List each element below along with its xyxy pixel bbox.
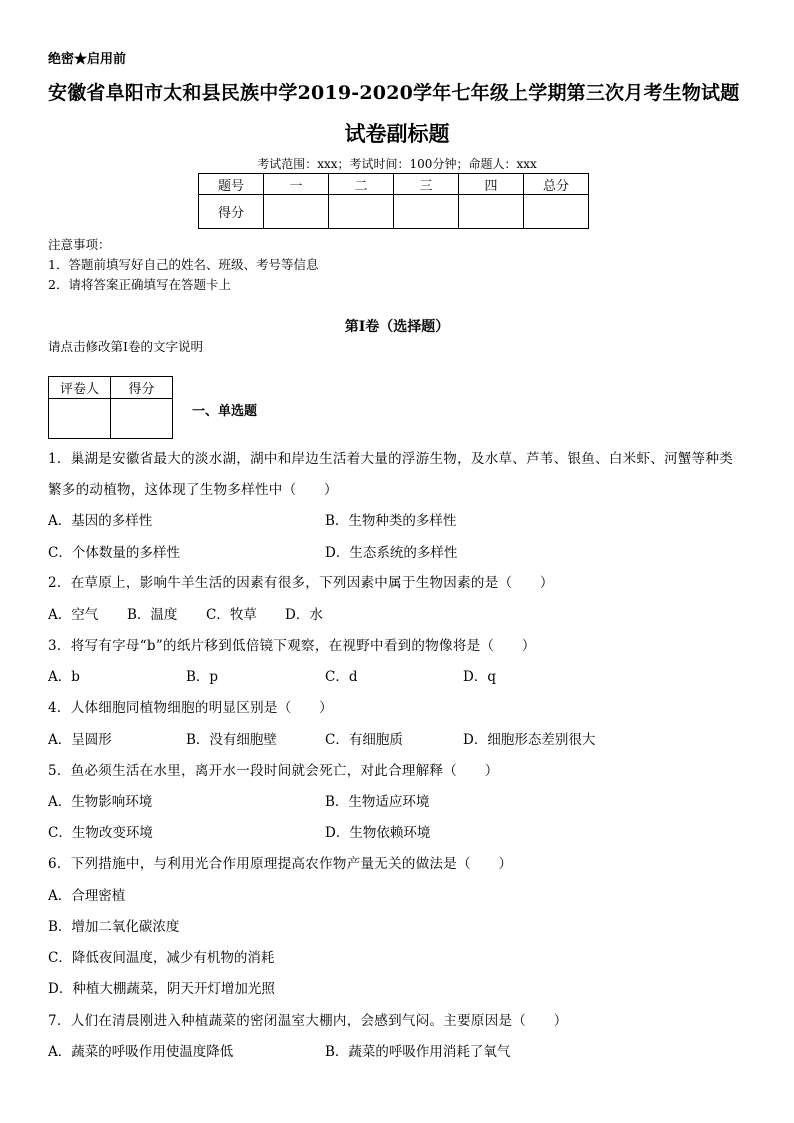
q6-option-c[interactable]: C．降低夜间温度，减少有机物的消耗: [48, 950, 275, 966]
q4-option-a[interactable]: A．呈圆形: [48, 732, 112, 748]
reviewer-score-header: 得分: [111, 377, 173, 399]
score-header-cell: 三: [394, 174, 459, 195]
question-7: 7．人们在清晨刚进入种植蔬菜的密闭温室大棚内，会感到气闷。主要原因是（ ）: [48, 1013, 568, 1029]
score-cell[interactable]: [459, 195, 524, 229]
q2-option-c[interactable]: C．牧草: [206, 607, 257, 623]
q2-option-a[interactable]: A．空气: [48, 607, 99, 623]
part-title: 一、单选题: [192, 404, 258, 419]
score-cell[interactable]: [394, 195, 459, 229]
q5-option-b[interactable]: B．生物适应环境: [325, 794, 430, 810]
score-header-cell: 四: [459, 174, 524, 195]
reviewer-header: 评卷人: [49, 377, 111, 399]
score-header-cell: 题号: [199, 174, 264, 195]
question-1-line-1: 1．巢湖是安徽省最大的淡水湖，湖中和岸边生活着大量的浮游生物，及水草、芦苇、银鱼、白米虾、河蟹等种类: [48, 451, 734, 467]
question-2: 2．在草原上，影响牛羊生活的因素有很多，下列因素中属于生物因素的是（ ）: [48, 575, 554, 591]
score-table: [198, 173, 589, 229]
section-title: 第I卷（选择题）: [344, 319, 450, 335]
q1-option-a[interactable]: A．基因的多样性: [48, 513, 153, 529]
q1-option-d[interactable]: D．生态系统的多样性: [325, 545, 458, 561]
q1-option-b[interactable]: B．生物种类的多样性: [325, 513, 457, 529]
q3-option-a[interactable]: A．b: [48, 669, 80, 685]
q6-option-d[interactable]: D．种植大棚蔬菜，阴天开灯增加光照: [48, 981, 275, 997]
q3-option-d[interactable]: D．q: [463, 669, 496, 685]
notice-item: 2．请将答案正确填写在答题卡上: [48, 277, 231, 292]
question-3: 3．将写有字母“b”的纸片移到低倍镜下观察，在视野中看到的物像将是（ ）: [48, 638, 536, 654]
q7-option-b[interactable]: B．蔬菜的呼吸作用消耗了氧气: [325, 1044, 511, 1060]
q3-option-c[interactable]: C．d: [325, 669, 358, 685]
score-cell[interactable]: [329, 195, 394, 229]
score-header-cell: 总分: [524, 174, 589, 195]
q2-option-b[interactable]: B．温度: [127, 607, 178, 623]
question-4: 4．人体细胞同植物细胞的明显区别是（ ）: [48, 700, 333, 716]
q4-option-d[interactable]: D．细胞形态差别很大: [463, 732, 596, 748]
score-cell[interactable]: [524, 195, 589, 229]
q6-option-b[interactable]: B．增加二氧化碳浓度: [48, 919, 180, 935]
score-cell[interactable]: [264, 195, 329, 229]
q5-option-a[interactable]: A．生物影响环境: [48, 794, 153, 810]
exam-title: 安徽省阜阳市太和县民族中学2019-2020学年七年级上学期第三次月考生物试题: [48, 82, 740, 104]
exam-info: 考试范围：xxx；考试时间：100分钟；命题人：xxx: [257, 157, 537, 171]
q7-option-a[interactable]: A．蔬菜的呼吸作用使温度降低: [48, 1044, 234, 1060]
question-1-line-2: 繁多的动植物，这体现了生物多样性中（ ）: [48, 482, 338, 498]
q2-option-d[interactable]: D．水: [285, 607, 323, 623]
reviewer-score-cell[interactable]: [111, 399, 173, 439]
notice-title: 注意事项：: [48, 237, 111, 252]
reviewer-table: [48, 376, 173, 439]
exam-subtitle: 试卷副标题: [344, 121, 450, 146]
q4-option-c[interactable]: C．有细胞质: [325, 732, 403, 748]
question-5: 5．鱼必须生活在水里，离开水一段时间就会死亡，对此合理解释（ ）: [48, 763, 499, 779]
q6-option-a[interactable]: A．合理密植: [48, 888, 126, 904]
q4-option-b[interactable]: B．没有细胞壁: [186, 732, 277, 748]
notice-item: 1．答题前填写好自己的姓名、班级、考号等信息: [48, 257, 319, 272]
reviewer-cell[interactable]: [49, 399, 111, 439]
q3-option-b[interactable]: B．p: [186, 669, 219, 685]
q5-option-c[interactable]: C．生物改变环境: [48, 825, 153, 841]
q5-option-d[interactable]: D．生物依赖环境: [325, 825, 431, 841]
section-hint[interactable]: 请点击修改第I卷的文字说明: [48, 339, 203, 354]
question-6: 6．下列措施中，与利用光合作用原理提高农作物产量无关的做法是（ ）: [48, 856, 513, 872]
confidential-mark: 绝密★启用前: [48, 52, 127, 67]
q1-option-c[interactable]: C．个体数量的多样性: [48, 545, 180, 561]
score-row-label: 得分: [199, 195, 264, 229]
score-header-cell: 一: [264, 174, 329, 195]
score-header-cell: 二: [329, 174, 394, 195]
